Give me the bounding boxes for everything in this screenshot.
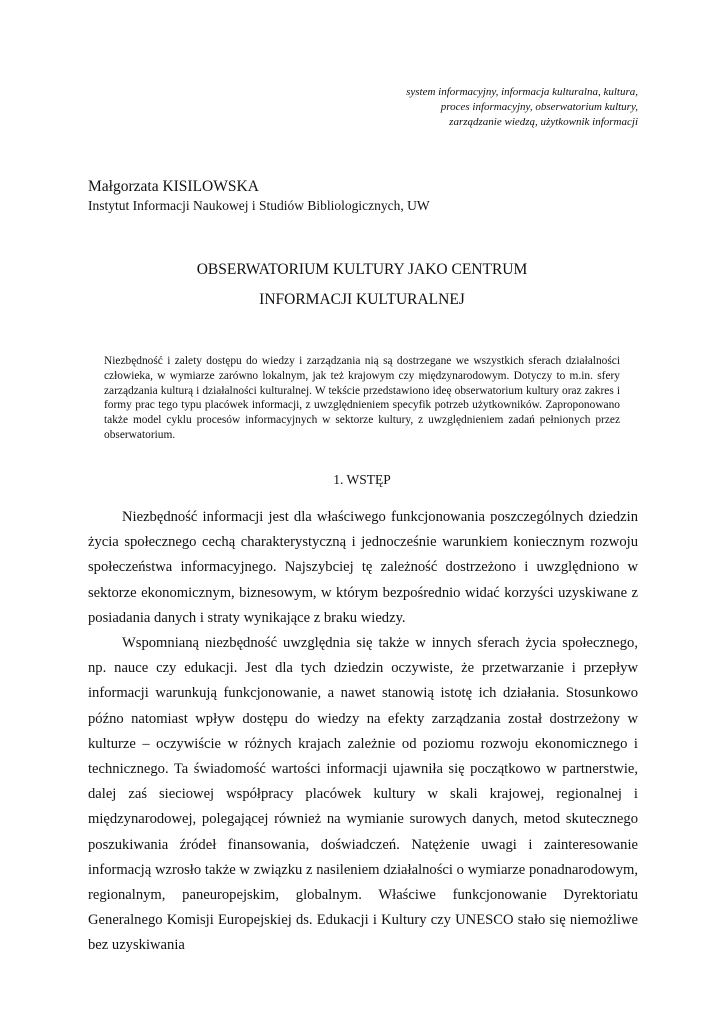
keywords-line: proces informacyjny, obserwatorium kultury, [440,101,638,113]
author-name: Małgorzata KISILOWSKA [88,178,259,195]
keywords-block [218,85,638,130]
paragraph: Niezbędność informacji jest dla właściwego funkcjonowania poszczególnych dziedzin życia społecznego cechą charakterystyczną i jednocześnie warunkiem koniecznym rozwoju społeczeństwa informacyjnego. Najszybciej tę zależność dostrzeżono i uwzględniono w sektorze ekonomicznym, biznesowym, w którym bezpośrednio widać korzyści uzyskiwane z posiadania danych i straty wynikające z braku wiedzy. [88,509,638,626]
author-affiliation: Instytut Informacji Naukowej i Studiów Bibliologicznych, UW [88,198,430,213]
abstract: Niezbędność i zalety dostępu do wiedzy i zarządzania nią są dostrzegane we wszystkich sferach działalności człowieka, w wymiarze zarówno lokalnym, jak też krajowym czy międzynarodowym. Dotyczy to m.in. sfery zarządzania kulturą i działalności kulturalnej. W tekście przedstawiono ideę obserwatorium kultury oraz zakres i formy prac tego typu placówek informacji, z uwzględnieniem specyfik potrzeb użytkowników. Zaproponowano także model cyklu procesów informacyjnych w sektorze kultury, z uwzględnieniem zadań pełnionych przez obserwatorium. [104,355,620,441]
paper-title-line: OBSERWATORIUM KULTURY JAKO CENTRUM [196,261,528,278]
body-text [88,505,638,959]
paper-title-line: INFORMACJI KULTURALNEJ [259,291,465,308]
keywords-line: system informacyjny, informacja kulturalna, kultura, [406,86,638,98]
keywords-line: zarządzanie wiedzą, użytkownik informacji [449,116,638,128]
section-heading: 1. WSTĘP [333,472,391,487]
paragraph: Wspomnianą niezbędność uwzględnia się także w innych sferach życia społecznego, np. nauce czy edukacji. Jest dla tych dziedzin oczywiste, że przetwarzanie i przepływ informacji warunkują funkcjonowanie, a nawet stanowią istotę ich działania. Stosunkowo późno natomiast wpływ dostępu do wiedzy na efekty zarządzania został dostrzeżony w kulturze – oczywiście w różnych krajach zależnie od poziomu rozwoju ekonomicznego i technicznego. Ta świadomość wartości informacji ujawniła się początkowo w partnerstwie, dalej zaś sieciowej współpracy placówek kultury w skali krajowej, regionalnej i międzynarodowej, polegającej również na wymianie surowych danych, metod skutecznego poszukiwania źródeł finansowania, doświadczeń. Natężenie uwagi i zainteresowanie informacją wzrosło także w związku z nasileniem działalności o wymiarze ponadnarodowym, regionalnym, paneuropejskim, globalnym. Właściwe funkcjonowanie Dyrektoriatu Generalnego Komisji Europejskiej ds. Edukacji i Kultury czy UNESCO stało się niemożliwe bez uzyskiwania [88,635,638,954]
